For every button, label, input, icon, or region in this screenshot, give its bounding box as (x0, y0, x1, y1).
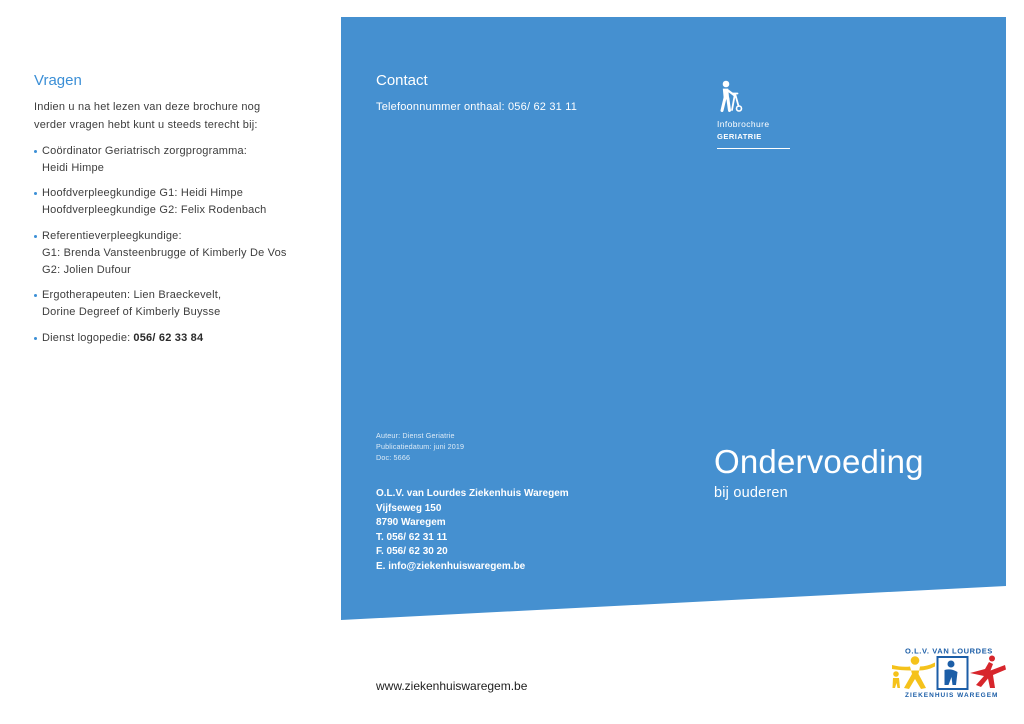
cover-panel (341, 17, 1006, 620)
author-line: Auteur: Dienst Geriatrie (376, 430, 455, 440)
list-item-line: Heidi Himpe (42, 161, 105, 174)
list-item (34, 185, 326, 219)
logo-yellow-figure (892, 656, 935, 689)
speech-therapy-phone: 056/ 62 33 84 (133, 331, 204, 344)
hospital-fax: F. 056/ 62 30 20 (376, 546, 448, 558)
speech-therapy-label: Dienst logopedie: (42, 331, 131, 344)
publication-date-line: Publicatiedatum: juni 2019 (376, 441, 465, 451)
hospital-city: 8790 Waregem (376, 517, 446, 529)
hospital-name: O.L.V. van Lourdes Ziekenhuis Waregem (376, 488, 569, 499)
department-label: GERIATRIE (717, 132, 762, 141)
hospital-street: Vijfseweg 150 (376, 502, 442, 514)
publication-meta (376, 430, 464, 463)
list-item-line: Referentieverpleegkundige: (42, 229, 182, 242)
hospital-address (376, 487, 569, 575)
brochure-tag (717, 80, 797, 152)
website-link[interactable]: www.ziekenhuiswaregem.be (376, 679, 528, 693)
questions-intro (34, 98, 326, 134)
logo-red-figure (970, 656, 1006, 689)
list-item-line: Coördinator Geriatrisch zorgprogramma: (42, 144, 248, 157)
hospital-phone: T. 056/ 62 31 11 (376, 531, 448, 543)
list-item-line (42, 330, 326, 347)
list-item-line: Hoofdverpleegkundige G1: Heidi Himpe (42, 187, 244, 199)
bullet-icon (34, 150, 37, 153)
document-number-line: Doc: 5666 (376, 452, 411, 462)
logo-blue-figure (938, 657, 968, 689)
brochure-title: Ondervoeding (714, 443, 924, 480)
intro-line: verder vragen hebt kunt u steeds terecht bij: (34, 119, 258, 131)
list-item (34, 287, 326, 321)
list-item (34, 228, 326, 279)
list-item-line: Dorine Degreef of Kimberly Buysse (42, 306, 221, 318)
elderly-person-with-walker-icon (717, 80, 743, 112)
list-item-line: G1: Brenda Vansteenbrugge of Kimberly De Vos (42, 246, 287, 259)
brochure-subtitle: bij ouderen (714, 485, 788, 501)
questions-heading: Vragen (34, 72, 82, 89)
reception-phone: Telefoonnummer onthaal: 056/ 62 31 11 (376, 101, 578, 113)
hospital-logo (889, 643, 1007, 700)
bullet-icon (34, 235, 37, 238)
bullet-icon (34, 337, 37, 340)
bullet-icon (34, 192, 37, 195)
list-item-line: Ergotherapeuten: Lien Braeckevelt, (42, 289, 222, 301)
divider (717, 148, 790, 149)
list-item-line: G2: Jolien Dufour (42, 263, 131, 276)
contact-person-list (34, 143, 326, 347)
brochure-type-label: Infobrochure (717, 119, 770, 129)
list-item (34, 330, 326, 347)
list-item (34, 143, 326, 177)
intro-line: Indien u na het lezen van deze brochure nog (34, 101, 261, 113)
contact-heading: Contact (376, 72, 428, 89)
logo-bottom-text: ZIEKENHUIS WAREGEM (905, 692, 999, 699)
questions-section (34, 72, 326, 347)
hospital-email[interactable]: E. info@ziekenhuiswaregem.be (376, 560, 526, 572)
logo-top-text: O.L.V. VAN LOURDES (905, 646, 993, 656)
list-item-line: Hoofdverpleegkundige G2: Felix Rodenbach (42, 204, 267, 216)
bullet-icon (34, 294, 37, 297)
